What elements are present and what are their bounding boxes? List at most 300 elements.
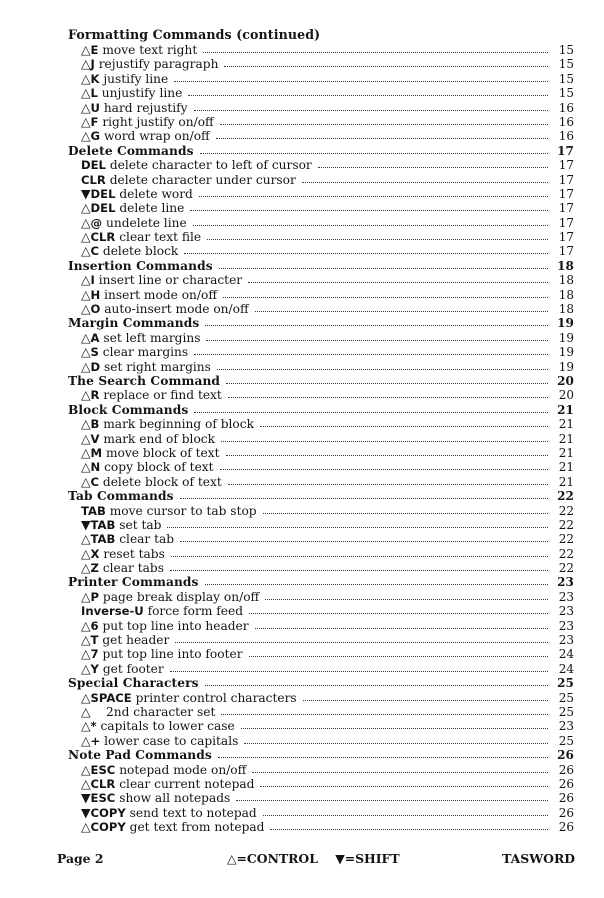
control-symbol-icon: △ [81,99,91,115]
toc-entry [68,590,574,604]
toc-entry [68,115,574,129]
toc-entry [68,691,574,705]
control-symbol-icon: △ [81,560,91,576]
toc-entry [68,633,574,647]
dot-leader [206,339,548,341]
toc-entry [68,72,574,86]
page-ref: 23 [558,633,574,648]
command-description: capitals to lower case [100,719,235,734]
toc-label [81,763,246,777]
toc-label [81,475,222,489]
command-description: force form feed [147,604,244,619]
dot-leader [248,281,548,283]
toc-label [81,129,210,143]
toc-label [81,633,169,647]
toc-label [81,345,188,359]
toc-label [81,518,161,532]
toc-entry [68,662,574,676]
page-ref: 24 [558,661,574,676]
page-ref: 17 [558,215,574,230]
shift-symbol-icon: ▼ [81,516,91,532]
control-symbol-icon: △ [81,718,91,734]
dot-leader [249,612,548,614]
toc-section-heading [68,374,574,388]
key-name: C [90,244,100,259]
toc-label [81,806,257,820]
dot-leader [263,512,548,514]
section-title: Note Pad Commands [68,748,212,763]
key-name: F [90,114,99,129]
table-of-contents [68,26,574,834]
key-name: CLR [90,776,116,791]
key-name: TAB [90,517,116,532]
dot-leader [241,727,548,729]
page-ref: 26 [558,805,574,820]
toc-entry [68,345,574,359]
dot-leader [221,713,548,715]
page-ref: 21 [558,417,574,432]
page-ref: 24 [558,647,574,662]
toc-label [81,86,182,100]
toc-entry [68,460,574,474]
key-name: R [90,388,100,403]
command-description: delete character under cursor [109,172,296,187]
dot-leader [207,238,548,240]
dot-leader [180,497,548,499]
toc-label [81,691,297,705]
toc-entry [68,705,574,719]
page-number: Page 2 [57,851,104,866]
dot-leader [205,583,549,585]
dot-leader [194,353,548,355]
toc-label [81,820,264,834]
toc-entry [68,201,574,215]
toc-entry [68,791,574,805]
key-name: U [90,100,100,115]
toc-section-heading [68,26,574,43]
toc-label [81,619,249,633]
key-name: N [90,460,101,475]
dot-leader [219,267,548,269]
command-description: auto-insert mode on/off [104,302,249,317]
dot-leader [302,181,548,183]
control-symbol-icon: △ [81,243,91,259]
toc-entry [68,561,574,575]
key-name: S [90,345,99,360]
key-name: 6 [90,618,99,633]
section-title: Margin Commands [68,316,200,331]
command-description: undelete line [106,215,187,230]
toc-label [81,388,222,402]
page-ref: 22 [557,489,574,504]
command-description: 2nd character set [106,704,216,719]
control-symbol-icon: △ [81,113,91,129]
page-ref: 18 [557,258,574,273]
key-name: * [90,719,97,734]
toc-label [81,43,197,57]
page-ref: 21 [558,445,574,460]
toc-label [68,748,212,762]
key-name: H [90,287,101,302]
command-description: put top line into footer [102,647,243,662]
key-name: E [90,43,99,57]
page-ref: 21 [558,431,574,446]
page-ref: 19 [558,345,574,360]
toc-entry [68,302,574,316]
toc-entry [68,504,574,518]
key-name: Z [90,561,99,576]
page-ref: 17 [558,158,574,173]
toc-label [68,259,213,273]
toc-label [81,216,187,230]
section-title: Special Characters [68,676,199,691]
toc-label [68,316,199,330]
key-name: COPY [90,820,126,835]
key-name: CLR [81,172,106,187]
toc-label [81,173,296,187]
toc-section-heading [68,676,574,690]
command-description: clear current notepad [119,776,255,791]
control-symbol-icon: △ [227,851,237,866]
control-symbol-icon: △ [81,430,91,446]
command-description: clear tab [119,532,175,547]
section-title: Printer Commands [68,575,199,590]
toc-entry [68,158,574,172]
key-name: B [90,417,100,432]
page-ref: 22 [558,503,574,518]
toc-label [68,26,320,43]
key-name: SPACE [90,690,132,705]
page-ref: 23 [558,589,574,604]
control-symbol-icon: △ [81,85,91,101]
dot-leader [188,94,548,96]
page-ref: 15 [558,43,574,57]
page-ref: 18 [558,273,574,288]
toc-entry [68,719,574,733]
toc-entry [68,820,574,834]
key-name: X [90,546,100,561]
dot-leader [223,296,548,298]
toc-label [81,432,215,446]
key-name: J [90,57,95,72]
toc-label [81,244,178,258]
toc-label [81,532,174,546]
toc-entry [68,777,574,791]
toc-label [68,403,188,417]
toc-entry [68,432,574,446]
key-name: A [90,330,100,345]
page-ref: 22 [558,561,574,576]
control-symbol-icon: △ [81,588,91,604]
dot-leader [205,324,548,326]
dot-leader [228,396,548,398]
key-name: DEL [90,186,116,201]
command-description: copy block of text [104,460,214,475]
toc-label [81,57,218,71]
dot-leader [249,655,548,657]
key-name: ESC [90,762,116,777]
dot-leader [216,137,548,139]
toc-entry [68,647,574,661]
dot-leader [220,123,548,125]
key-name: M [90,445,103,460]
dot-leader [205,684,548,686]
toc-label [81,734,238,748]
dot-leader [226,454,548,456]
dot-leader [220,468,548,470]
toc-label [81,360,211,374]
key-name: G [90,129,101,144]
page-ref: 26 [558,820,574,835]
page-ref: 18 [558,287,574,302]
toc-label [81,504,257,518]
toc-section-heading [68,259,574,273]
control-symbol-icon: △ [81,775,91,791]
control-symbol-icon: △ [81,703,91,719]
key-name: DEL [81,158,106,173]
toc-label [81,547,165,561]
control-symbol-icon: △ [81,286,91,302]
toc-label [81,460,214,474]
command-description: hard rejustify [103,100,188,115]
toc-entry [68,129,574,143]
control-legend-text: =CONTROL [236,851,318,866]
control-symbol-icon: △ [81,473,91,489]
toc-section-heading [68,489,574,503]
toc-entry [68,446,574,460]
toc-label [68,575,199,589]
shift-symbol-icon: ▼ [335,851,345,866]
command-description: right justify on/off [102,114,214,129]
toc-entry [68,86,574,100]
page-ref: 16 [558,100,574,115]
dot-leader [244,742,548,744]
toc-label [81,705,215,719]
command-description: get footer [102,661,164,676]
page-ref: 20 [558,388,574,403]
key-name: K [90,71,100,86]
command-description: delete word [119,186,193,201]
dot-leader [193,224,548,226]
dot-leader [218,756,548,758]
key-name: + [90,733,101,748]
toc-label [68,374,220,388]
page-ref: 22 [558,546,574,561]
toc-label [81,201,184,215]
dot-leader [171,555,548,557]
toc-entry [68,57,574,71]
command-description: set left margins [103,330,201,345]
command-description: rejustify paragraph [98,57,219,72]
command-description: delete block of text [102,474,222,489]
toc-label [81,288,217,302]
command-description: clear text file [119,230,202,245]
key-name: TAB [90,532,116,547]
dot-leader [236,799,548,801]
dot-leader [203,51,548,53]
command-description: lower case to capitals [104,733,239,748]
command-description: set tab [119,517,162,532]
command-description: move cursor to tab stop [109,503,257,518]
key-name: DEL [90,201,116,216]
toc-entry [68,101,574,115]
key-legend [227,850,400,868]
page-ref: 15 [558,57,574,72]
toc-entry [68,417,574,431]
control-symbol-icon: △ [81,272,91,288]
key-name: Y [90,661,99,676]
toc-entry [68,388,574,402]
dot-leader [270,828,548,830]
control-symbol-icon: △ [81,329,91,345]
key-name: O [90,302,101,317]
toc-label [81,662,164,676]
page-ref: 16 [558,114,574,129]
page-ref: 17 [558,201,574,216]
key-name: @ [90,215,103,230]
command-description: clear margins [102,345,189,360]
toc-entry [68,604,574,618]
control-symbol-icon: △ [81,660,91,676]
toc-label [81,561,164,575]
toc-entry [68,230,574,244]
page-ref: 17 [558,230,574,245]
page-ref: 16 [558,129,574,144]
command-description: notepad mode on/off [119,762,247,777]
page-ref: 17 [558,172,574,187]
key-name: I [90,273,95,288]
dot-leader [200,152,548,154]
control-symbol-icon: △ [81,689,91,705]
control-symbol-icon: △ [81,128,91,144]
toc-label [81,417,254,431]
toc-entry [68,734,574,748]
toc-label [81,230,201,244]
toc-label [81,158,312,172]
page-ref: 18 [558,302,574,317]
dot-leader [217,368,548,370]
page-ref: 25 [557,676,574,691]
toc-label [81,791,230,805]
command-description: insert line or character [98,273,243,288]
toc-entry [68,619,574,633]
command-description: clear tabs [102,561,164,576]
shift-symbol-icon: ▼ [81,790,91,806]
control-symbol-icon: △ [81,531,91,547]
control-symbol-icon: △ [81,42,91,57]
toc-entry [68,187,574,201]
key-name: P [90,589,100,604]
page-ref: 23 [558,719,574,734]
dot-leader [184,252,548,254]
dot-leader [265,598,548,600]
control-symbol-icon: △ [81,344,91,360]
dot-leader [194,411,548,413]
control-symbol-icon: △ [81,358,91,374]
command-description: justify line [103,71,169,86]
dot-leader [260,425,548,427]
dot-leader [167,526,548,528]
dot-leader [303,699,548,701]
control-symbol-icon: △ [81,416,91,432]
section-title: Formatting Commands (continued) [68,27,321,42]
command-description: delete line [119,201,185,216]
key-name: COPY [90,805,126,820]
control-symbol-icon: △ [81,617,91,633]
toc-label [81,719,235,733]
toc-label [81,101,188,115]
toc-section-heading [68,316,574,330]
page-ref: 19 [557,316,574,331]
control-symbol-icon: △ [81,200,91,216]
toc-label [81,273,242,287]
key-name: C [90,474,100,489]
page-footer [57,850,575,868]
control-symbol-icon: △ [81,301,91,317]
control-symbol-icon: △ [81,229,91,245]
dot-leader [255,627,548,629]
section-title: Insertion Commands [68,258,213,273]
control-symbol-icon: △ [81,444,91,460]
page-ref: 26 [558,791,574,806]
page-ref: 23 [557,575,574,590]
toc-label [81,331,200,345]
page-ref: 21 [558,460,574,475]
control-symbol-icon: △ [81,56,91,72]
page-ref: 26 [558,762,574,777]
dot-leader [252,771,548,773]
command-description: move block of text [105,445,220,460]
page-ref: 19 [558,359,574,374]
section-title: Block Commands [68,402,189,417]
page-ref: 23 [558,618,574,633]
control-symbol-icon: △ [81,387,91,403]
control-symbol-icon: △ [81,761,91,777]
toc-label [81,72,168,86]
toc-section-heading [68,403,574,417]
toc-label [81,604,243,618]
toc-entry [68,763,574,777]
toc-entry [68,288,574,302]
command-description: send text to notepad [129,805,257,820]
section-title: Delete Commands [68,143,194,158]
dot-leader [174,80,548,82]
key-name: ESC [90,791,116,806]
key-name: D [90,359,101,374]
toc-entry [68,273,574,287]
toc-entry [68,216,574,230]
page-ref: 19 [558,330,574,345]
toc-section-heading [68,144,574,158]
page-ref: 20 [557,373,574,388]
toc-entry [68,331,574,345]
dot-leader [170,670,548,672]
shift-legend-text: =SHIFT [344,851,400,866]
command-description: get header [102,633,170,648]
page-ref: 15 [558,86,574,101]
toc-section-heading [68,575,574,589]
command-description: move text right [102,43,198,57]
control-symbol-icon: △ [81,632,91,648]
toc-entry [68,518,574,532]
toc-entry [68,173,574,187]
page-ref: 25 [558,704,574,719]
key-name: CLR [90,230,116,245]
command-description: reset tabs [103,546,165,561]
dot-leader [199,195,548,197]
dot-leader [263,814,548,816]
key-name: TAB [81,503,106,518]
